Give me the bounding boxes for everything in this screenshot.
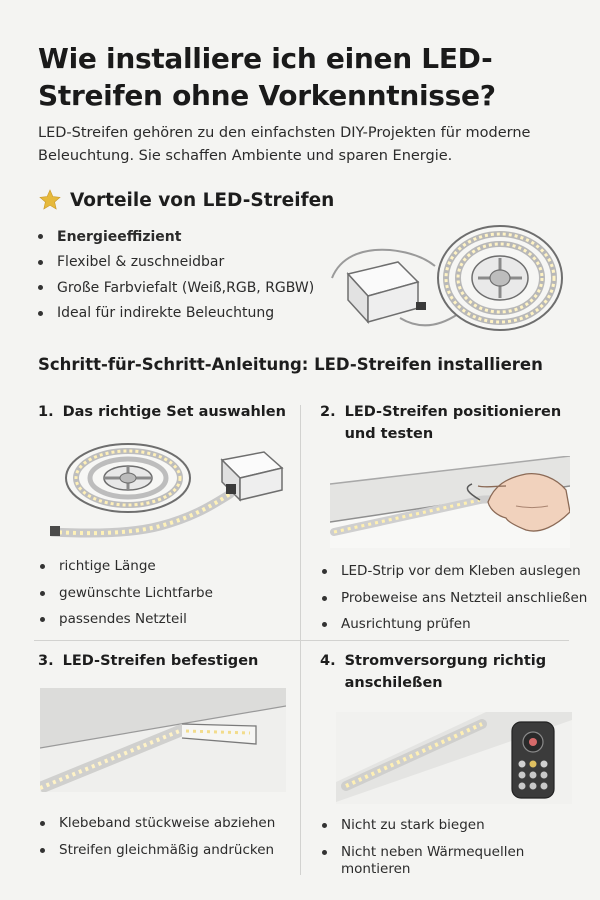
step-1-title	[38, 401, 288, 423]
remote-control	[512, 722, 554, 798]
list-item-text: richtige Länge	[59, 558, 156, 574]
list-item	[38, 250, 314, 276]
strip-with-remote-control-illustration	[336, 712, 572, 804]
step-2-title	[320, 401, 580, 445]
list-item	[38, 301, 314, 327]
power-adapter	[222, 452, 282, 500]
step-title-text: LED-Streifen befestigen	[62, 653, 259, 669]
bullet	[38, 260, 43, 265]
bullet	[40, 821, 45, 826]
intro-text: LED-Streifen gehören zu den einfachsten DIY-Projekten für moderne Beleuchtung. Sie schaffen Ambiente und sparen Energie.	[38, 125, 531, 164]
bullet	[322, 596, 327, 601]
list-item	[38, 275, 314, 301]
step-1-points	[40, 558, 290, 638]
step-title-text: LED-Streifen positionieren und testen	[344, 404, 562, 442]
led-reel-with-power-adapter-illustration	[50, 438, 290, 538]
step-number: 1.	[38, 404, 54, 420]
strip-mounted-under-shelf-illustration	[40, 688, 286, 792]
bullet	[322, 569, 327, 574]
bullet	[322, 823, 327, 828]
star-icon	[38, 188, 62, 212]
list-item	[322, 563, 592, 580]
list-item	[322, 817, 572, 834]
step-4-title	[320, 650, 580, 694]
bullet	[38, 285, 43, 290]
list-item-text: gewünschte Lichtfarbe	[59, 584, 213, 601]
hand-positioning-strip-illustration	[330, 456, 570, 548]
step-number: 2.	[320, 404, 336, 420]
list-item-text: LED-Strip vor dem Kleben auslegen	[341, 563, 581, 579]
bullet	[40, 848, 45, 853]
bullet	[38, 311, 43, 316]
bullet	[40, 564, 45, 569]
page-title: Wie installiere ich einen LED-Streifen ohne Vorkenntnisse?	[38, 42, 496, 112]
bullet	[38, 234, 43, 239]
bullet	[322, 850, 327, 855]
list-item-text: Streifen gleichmäßig andrücken	[59, 841, 275, 858]
list-item	[40, 842, 300, 859]
step-2-points	[322, 563, 592, 643]
led-reel	[438, 226, 562, 330]
list-item	[40, 558, 290, 575]
led-reel	[66, 444, 190, 512]
list-item-text: Energieeffizient	[57, 228, 182, 245]
list-item-text: Probeweise ans Netzteil anschließen	[341, 589, 588, 606]
step-title-text: Das richtige Set auswahlen	[62, 404, 286, 420]
list-item	[322, 844, 572, 878]
list-item-text: passendes Netzteil	[59, 611, 187, 627]
step-4-points	[322, 817, 572, 887]
list-item-text: Flexibel & zuschneidbar	[57, 254, 225, 271]
list-item	[322, 590, 592, 607]
advantages-list	[38, 224, 314, 326]
guide-heading: Schritt-für-Schritt-Anleitung: LED-Streifen installieren	[38, 355, 543, 374]
list-item	[38, 224, 314, 250]
bullet	[40, 591, 45, 596]
step-3-title	[38, 650, 288, 672]
list-item-text: Nicht zu stark biegen	[341, 817, 485, 833]
list-item-text: Große Farbviefalt (Weiß,RGB, RGBW)	[57, 279, 315, 296]
step-number: 4.	[320, 653, 336, 669]
list-item-text: Ideal für indirekte Beleuchtung	[57, 305, 275, 322]
step-number: 3.	[38, 653, 54, 669]
advantages-heading-label: Vorteile von LED-Streifen	[70, 189, 335, 211]
list-item-text: Klebeband stückweise abziehen	[59, 815, 276, 831]
step-3-points	[40, 815, 300, 868]
power-adapter	[348, 262, 426, 322]
step-title-text: Stromversorgung richtig anschileßen	[344, 653, 547, 691]
list-item	[322, 616, 592, 633]
led-reel-illustration	[330, 218, 566, 338]
list-item	[40, 585, 290, 602]
bullet	[322, 622, 327, 627]
advantages-heading	[38, 188, 334, 212]
list-item	[40, 815, 300, 832]
list-item-text: Nicht neben Wärmequellen montieren	[341, 843, 525, 877]
list-item	[40, 611, 290, 628]
bullet	[40, 617, 45, 622]
list-item-text: Ausrichtung prüfen	[341, 616, 471, 632]
